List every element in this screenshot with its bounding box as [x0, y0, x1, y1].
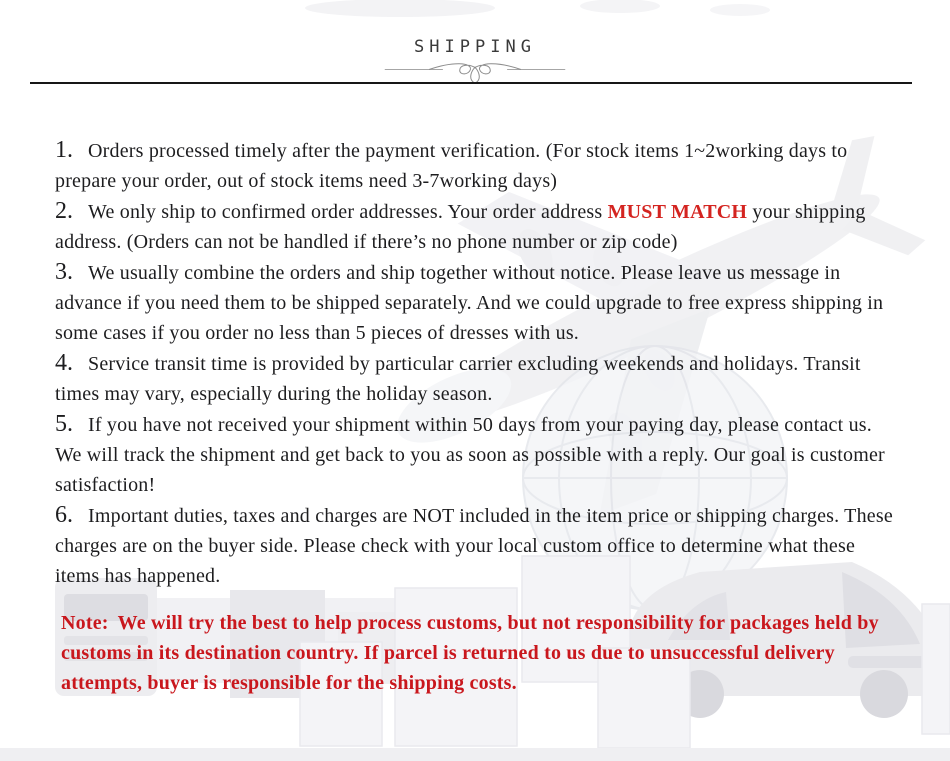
shipping-term-2: [55, 196, 903, 257]
shipping-term-6: [55, 500, 903, 591]
item-text-highlight: MUST MATCH: [607, 201, 748, 223]
shipping-terms-list: [55, 135, 903, 591]
section-header: [0, 0, 950, 84]
shipping-term-1: [55, 135, 903, 196]
note-text: We will try the best to help process customs, but not responsibility for packages held by customs in its destination country. If parcel is returned to us due to unsuccessful delivery attempts, buyer is responsible for the shipping costs.: [61, 612, 879, 694]
item-text: We usually combine the orders and ship together without notice. Please leave us message in advance if you need them to be shipped separately. And we could upgrade to free express shipping in some cases if you order no less than 5 pieces of dresses with us.: [55, 262, 884, 344]
item-number: 6.: [55, 502, 73, 528]
item-number: 4.: [55, 350, 73, 376]
shipping-term-5: [55, 409, 903, 500]
divider-line: [30, 82, 912, 84]
flourish-divider-icon: [383, 58, 567, 84]
section-title: SHIPPING: [414, 37, 536, 57]
item-number: 2.: [55, 198, 73, 224]
shipping-term-4: [55, 348, 903, 409]
item-text: your shipping address. (Orders can not be handled if there’s no phone number or zip code): [55, 201, 866, 253]
item-number: 5.: [55, 411, 73, 437]
item-text: If you have not received your shipment within 50 days from your paying day, please contact us. We will track the shipment and get back to you as soon as possible with a reply. Our goal is customer satisfaction!: [55, 414, 885, 496]
item-text: Important duties, taxes and charges are NOT included in the item price or shipping charges. These charges are on the buyer side. Please check with your local custom office to determine what these items has happened.: [55, 505, 893, 587]
note-label: Note:: [61, 612, 109, 634]
customs-note: [55, 608, 911, 698]
item-text: Service transit time is provided by particular carrier excluding weekends and holidays. Transit times may vary, especially during the holiday season.: [55, 353, 861, 405]
item-number: 3.: [55, 259, 73, 285]
item-text: We only ship to confirmed order addresses. Your order address: [88, 201, 608, 223]
item-number: 1.: [55, 137, 73, 163]
item-text: Orders processed timely after the payment verification. (For stock items 1~2working days to prepare your order, out of stock items need 3-7working days): [55, 140, 848, 192]
shipping-term-3: [55, 257, 903, 348]
bottom-strip: [0, 748, 950, 761]
